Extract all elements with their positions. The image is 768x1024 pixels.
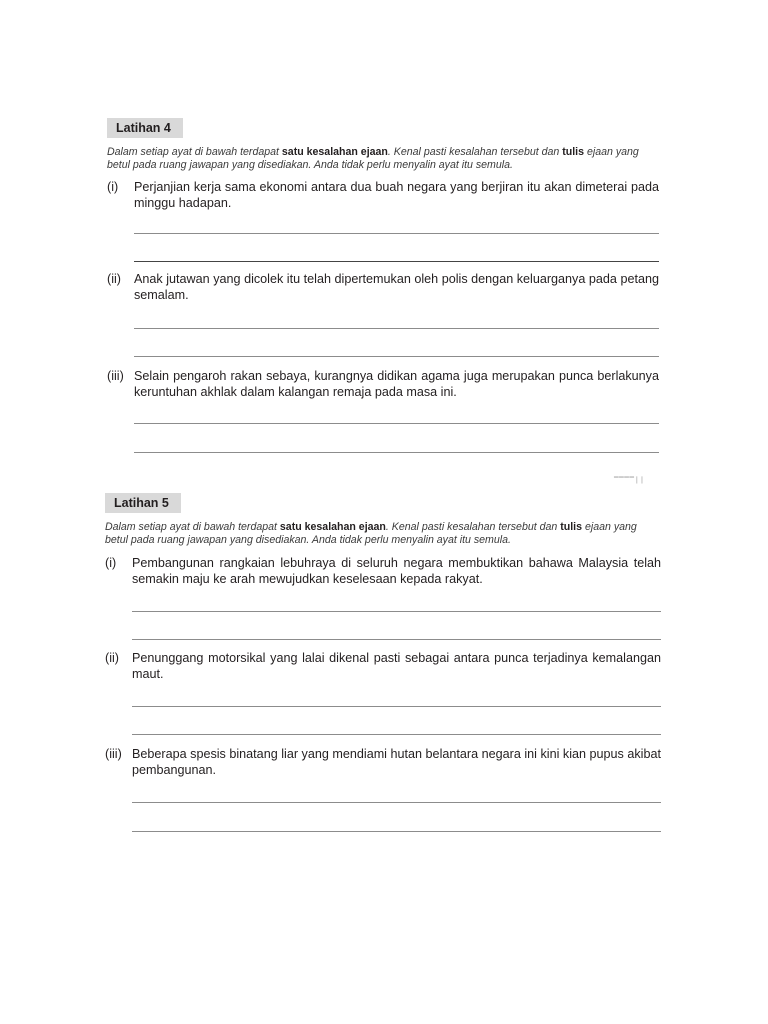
answer-line[interactable]	[134, 328, 659, 329]
instruction-bold-text: satu kesalahan ejaan	[279, 521, 386, 533]
instruction-text: . Kenal pasti kesalahan tersebut dan	[387, 146, 563, 158]
question-text: Beberapa spesis binatang liar yang mendiami hutan belantara negara ini kini kian pupus akibat pembangunan.	[132, 747, 661, 777]
question-number: (i)	[107, 180, 119, 194]
answer-line[interactable]	[132, 734, 661, 735]
answer-line[interactable]	[134, 261, 659, 262]
instruction-text: Dalam setiap ayat di bawah terdapat	[105, 521, 280, 533]
instruction-text: ejaan yang betul pada ruang jawapan yang disediakan. Anda tidak perlu menyalin ayat itu semula.	[107, 146, 639, 171]
instruction-bold-text: satu kesalahan ejaan	[281, 146, 388, 158]
answer-line[interactable]	[132, 639, 661, 640]
question-text: Pembangunan rangkaian lebuhraya di seluruh negara membuktikan bahawa Malaysia telah semakin maju ke arah mewujudkan keselesaan kepada rakyat.	[132, 556, 661, 586]
question-number: (iii)	[105, 747, 122, 761]
answer-line[interactable]	[132, 802, 661, 803]
question-number: (i)	[105, 556, 117, 570]
latihan-5-title: Latihan 5	[105, 493, 181, 513]
answer-line[interactable]	[132, 611, 661, 612]
question-item	[105, 746, 661, 778]
instruction-text: ejaan yang betul pada ruang jawapan yang disediakan. Anda tidak perlu menyalin ayat itu semula.	[105, 521, 637, 546]
question-item	[105, 555, 661, 587]
latihan-4-section	[107, 118, 659, 453]
answer-line[interactable]	[134, 356, 659, 357]
page-marker: ▔▔▔▔ ▏▏	[614, 478, 647, 484]
latihan-5-section	[105, 493, 661, 832]
question-item	[107, 271, 659, 303]
question-text: Anak jutawan yang dicolek itu telah dipertemukan oleh polis dengan keluarganya pada petang semalam.	[134, 272, 659, 302]
answer-line[interactable]	[134, 452, 659, 453]
answer-line[interactable]	[134, 423, 659, 424]
latihan-4-title: Latihan 4	[107, 118, 183, 138]
question-number: (iii)	[107, 369, 124, 383]
latihan-5-instruction	[105, 521, 661, 547]
question-number: (ii)	[107, 272, 121, 286]
question-item	[105, 650, 661, 682]
question-number: (ii)	[105, 651, 119, 665]
latihan-4-instruction	[107, 146, 659, 172]
question-text: Penunggang motorsikal yang lalai dikenal pasti sebagai antara punca terjadinya kemalangan maut.	[132, 651, 661, 681]
answer-line[interactable]	[132, 706, 661, 707]
answer-line[interactable]	[132, 831, 661, 832]
question-text: Selain pengaroh rakan sebaya, kurangnya didikan agama juga merupakan punca berlakunya keruntuhan akhlak dalam kalangan remaja pada masa ini.	[134, 369, 659, 399]
instruction-text: Dalam setiap ayat di bawah terdapat	[107, 146, 282, 158]
question-text: Perjanjian kerja sama ekonomi antara dua buah negara yang berjiran itu akan dimeterai pada minggu hadapan.	[134, 180, 659, 210]
answer-line[interactable]	[134, 233, 659, 234]
instruction-text: . Kenal pasti kesalahan tersebut dan	[385, 521, 561, 533]
question-item	[107, 179, 659, 211]
instruction-bold-text: tulis	[560, 521, 583, 533]
question-item	[107, 368, 659, 400]
instruction-bold-text: tulis	[562, 146, 585, 158]
